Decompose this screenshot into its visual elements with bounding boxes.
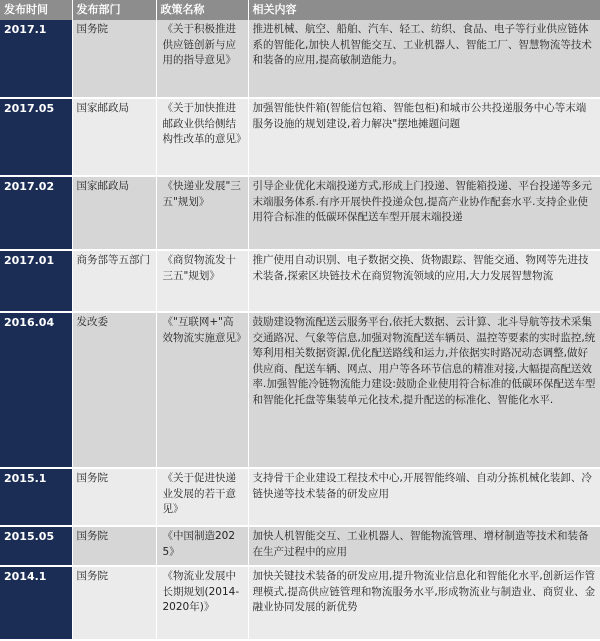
row-content: 推广使用自动识别、电子数据交换、货物跟踪、智能交通、物网等先进技术装备,探索区块链技术在商贸物流领域的应用,大力发展智慧物流	[248, 250, 600, 312]
row-dept: 国务院	[72, 566, 156, 640]
row-date: 2016.04	[0, 312, 72, 468]
row-content: 加强智能快件箱(智能信包箱、智能包柜)和城市公共投递服务中心等末端服务设施的规划建设,着力解决"摆地摊题问题	[248, 98, 600, 176]
row-policy: 《商贸物流发十三五"规划》	[156, 250, 248, 312]
header-content: 相关内容	[248, 0, 600, 20]
row-dept: 国家邮政局	[72, 176, 156, 250]
row-dept: 国务院	[72, 20, 156, 98]
row-date: 2015.1	[0, 468, 72, 526]
table-row	[0, 20, 600, 98]
table-row	[0, 468, 600, 526]
row-dept: 商务部等五部门	[72, 250, 156, 312]
row-dept: 国务院	[72, 526, 156, 566]
row-policy: 《"互联网+"高效物流实施意见》	[156, 312, 248, 468]
row-policy: 《关于积极推进供应链创新与应用的指导意见》	[156, 20, 248, 98]
row-dept: 国家邮政局	[72, 98, 156, 176]
row-date: 2017.1	[0, 20, 72, 98]
row-policy: 《快递业发展"三五"规划》	[156, 176, 248, 250]
table-row	[0, 98, 600, 176]
row-content: 支持骨干企业建设工程技术中心,开展智能终端、自动分拣机械化装卸、冷链快递等技术装备的研发应用	[248, 468, 600, 526]
row-content: 引导企业优化末端投递方式,形成上门投递、智能箱投递、平台投递等多元末端服务体系.有序开展快件投递众包,提高产业协作配套水平.支持企业使用符合标准的低碳环保配送车型开展末端投递	[248, 176, 600, 250]
header-dept: 发布部门	[72, 0, 156, 20]
row-date: 2014.1	[0, 566, 72, 640]
header-policy: 政策名称	[156, 0, 248, 20]
row-policy: 《物流业发展中长期规划(2014-2020年)》	[156, 566, 248, 640]
header-date: 发布时间	[0, 0, 72, 20]
row-content: 鼓励建设物流配送云服务平台,依托大数据、云计算、北斗导航等技术采集交通路况、气象等信息,加强对物流配送车辆员、温控等要素的实时监控,统筹利用相关数据资源,优化配送路线和运力,并依据实时路况动态调整,做好供应商、配送车辆、网点、用户等各环节信息的精准对接,大幅提高配送效率.加强智能冷链物流能力建设:鼓励企业使用符合标准的低碳环保配送车型和智能化托盘等集装单元化技术,提升配送的标准化、智能化水平.	[248, 312, 600, 468]
row-dept: 发改委	[72, 312, 156, 468]
row-policy: 《关于加快推进邮政业供给侧结构性改革的意见》	[156, 98, 248, 176]
row-policy: 《中国制造2025》	[156, 526, 248, 566]
table-row	[0, 526, 600, 566]
row-date: 2017.05	[0, 98, 72, 176]
table-row	[0, 566, 600, 640]
row-content: 加快关键技术装备的研发应用,提升物流业信息化和智能化水平,创新运作管理模式,提高供应链管理和物流服务水平,形成物流业与制造业、商贸业、金融业协同发展的新优势	[248, 566, 600, 640]
table-row	[0, 312, 600, 468]
row-dept: 国务院	[72, 468, 156, 526]
row-date: 2017.02	[0, 176, 72, 250]
row-content: 加快人机智能交互、工业机器人、智能物流管理、增材制造等技术和装备在生产过程中的应用	[248, 526, 600, 566]
header-row	[0, 0, 600, 20]
table-row	[0, 176, 600, 250]
row-content: 推进机械、航空、船舶、汽车、轻工、纺织、食品、电子等行业供应链体系的智能化,加快人机智能交互、工业机器人、智能工厂、智慧物流等技术和装备的应用,提高敏制造能力。	[248, 20, 600, 98]
table-row	[0, 250, 600, 312]
row-date: 2015.05	[0, 526, 72, 566]
row-date: 2017.01	[0, 250, 72, 312]
row-policy: 《关于促进快递业发展的若干意见》	[156, 468, 248, 526]
